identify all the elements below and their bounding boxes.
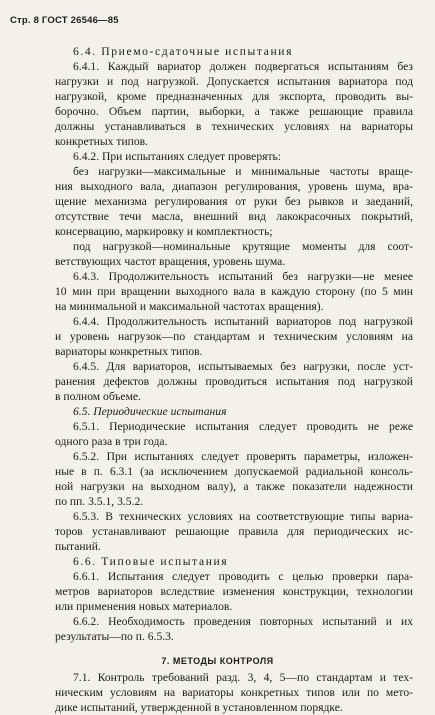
text-line: 6.4.2. При испытаниях следует проверять: [73,150,282,163]
text-line: дике испытаний, утвержденной в установленном порядке. [55,701,343,714]
text-line: отсутствие течи масла, внешний вид лакокрасочных покрытий, [55,210,413,223]
text-line: пытаний. [55,540,101,553]
heading-6-5: 6.5. Периодические испытания [73,405,227,418]
text-line: под нагрузкой—номинальные крутящие моменты для соот- [73,240,413,253]
text-line: или применения новых материалов. [55,600,233,613]
text-line: консервацию, маркировку и комплектность; [55,225,273,238]
text-line: метров вариаторов вследствие изменения конструкции, технологии [55,585,413,598]
text-line: без нагрузки—максимальные и минимальные частоты враще- [73,165,413,178]
text-line: борочно. Объем партии, выборки, а также решающие правила [55,105,413,118]
text-line: ные в п. 6.3.1 (за исключением допускаемой радиальной консоль- [55,465,413,478]
heading-6-4: 6.4. Приемо-сдаточные испытания [73,45,294,58]
text-line: вариаторы конкретных типов. [55,345,203,358]
text-line: 6.5.2. При испытаниях следует проверять параметры, изложен- [73,450,413,463]
text-line: щение механизма регулирования от руки без рывков и заеданий, [55,195,413,208]
text-line: 6.4.1. Каждый вариатор должен подвергаться испытаниям без [73,60,413,73]
text-line: ническим условиям на вариаторы конкретных типов или по мето- [55,686,413,699]
page-header: Стр. 8 ГОСТ 26546—85 [10,15,119,26]
text-line: и уровень нагрузок—по стандартам и техническим условиям на [55,330,413,343]
text-line: нагрузки и под нагрузкой. Допускается испытания вариатора под [55,75,413,88]
text-line: 7.1. Контроль требований разд. 3, 4, 5—по стандартам и тех- [73,671,413,684]
text-line: торов устанавливают решающие правила для периодических ис- [55,525,413,538]
text-line: 6.6.1. Испытания следует проводить с целью проверки пара- [73,570,413,583]
text-line: 6.4.5. Для вариаторов, испытываемых без нагрузки, после уст- [73,360,413,373]
heading-6-6: 6.6. Типовые испытания [73,555,229,568]
text-line: 6.6.2. Необходимость проведения повторных испытаний и их [73,615,413,628]
text-line: одного раза в три года. [55,435,168,448]
text-line: 6.4.4. Продолжительность испытаний вариаторов под нагрузкой [73,315,413,328]
text-line: ветствующих частот вращения, уровень шума. [55,255,286,268]
text-line: ния выходного вала, диапазон регулирования, уровень шума, вра- [55,180,413,193]
text-line: 6.4.3. Продолжительность испытаний без нагрузки—не менее [73,270,413,283]
section-heading-7: 7. МЕТОДЫ КОНТРОЛЯ [161,656,274,666]
text-line: должны устанавливаться в технических условиях на вариаторы [55,120,413,133]
text-line: на минимальной и максимальной частотах вращения). [55,300,324,313]
text-line: 10 мин при вращении выходного вала в каждую сторону (по 5 мин [55,285,413,298]
text-line: в полном объеме. [55,390,141,403]
document-body [0,44,435,715]
text-line: 6.5.3. В технических условиях на соответствующие типы вариа- [73,510,413,523]
text-line: по пп. 3.5.1, 3.5.2. [55,495,144,508]
text-line: результаты—по п. 6.5.3. [55,630,174,643]
text-line: конкретных типов. [55,135,149,148]
text-line: ранения дефектов должны проводиться испытания под нагрузкой [55,375,413,388]
text-line: 6.5.1. Периодические испытания следует проводить не реже [73,420,413,433]
text-line: ной нагрузки на выходном валу), а также показатели надежности [55,480,413,493]
text-line: нагрузкой, кроме предназначенных для экспорта, проводить вы- [55,90,413,103]
